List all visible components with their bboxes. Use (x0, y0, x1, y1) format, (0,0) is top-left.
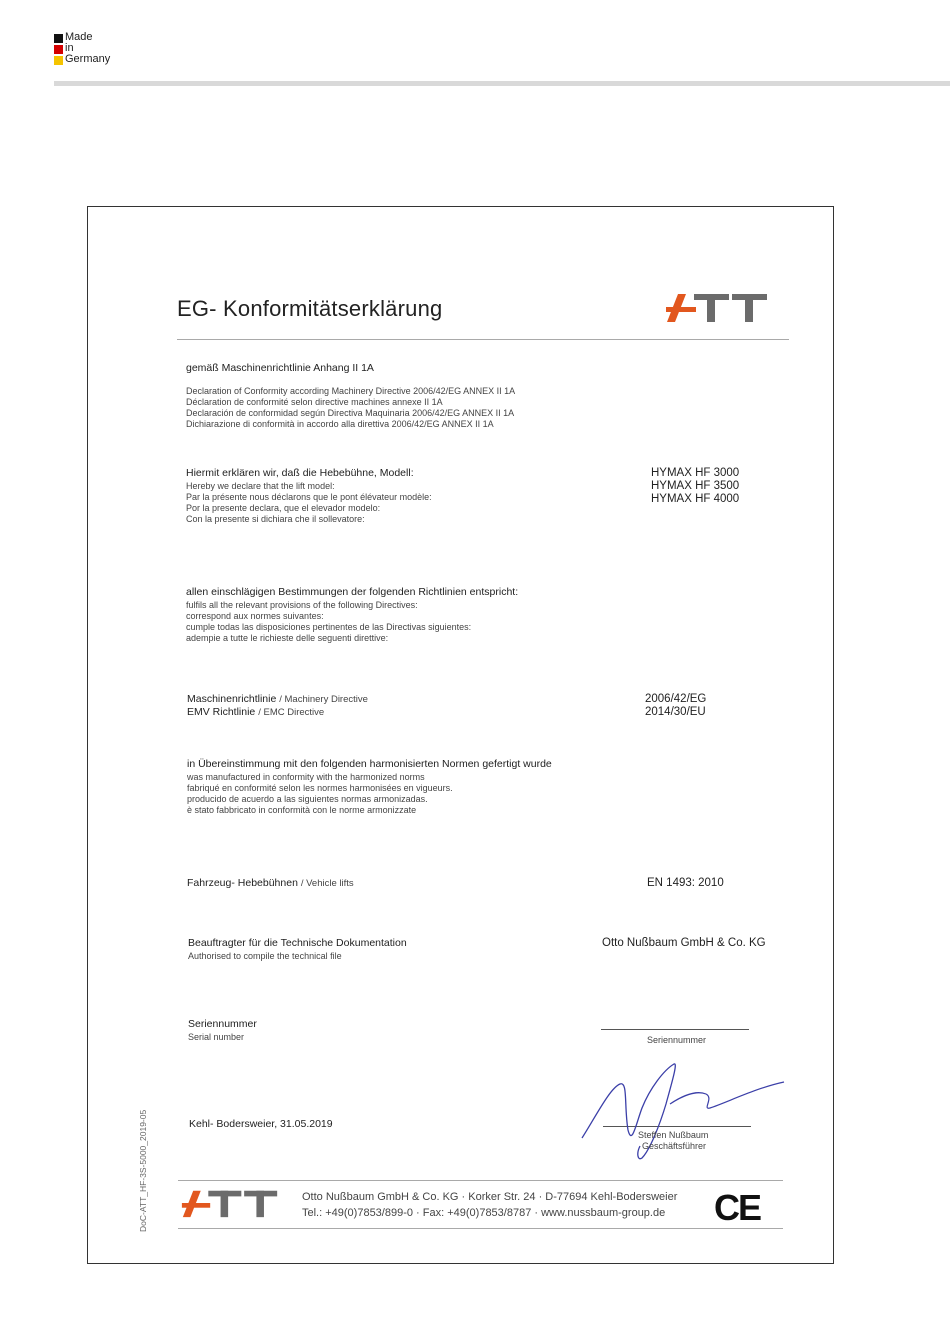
ce-mark-icon: CE (714, 1187, 761, 1228)
signatory-role: Geschäftsführer (642, 1141, 707, 1151)
declare-line: Par la présente nous déclarons que le pont élévateur modèle: (186, 492, 432, 502)
document-title: EG- Konformitätserklärung (177, 296, 443, 321)
directive-value: 2006/42/EG (645, 693, 707, 705)
place-date: Kehl- Bodersweier, 31.05.2019 (189, 1118, 333, 1130)
directive-value: 2014/30/EU (645, 706, 706, 718)
harmonized-line: producido de acuerdo a las siguientes normas armonizadas. (187, 794, 428, 804)
directive-row (187, 707, 324, 719)
footer-bottom-divider (178, 1228, 783, 1229)
provisions-heading: allen einschlägigen Bestimmungen der folgenden Richtlinien entspricht: (186, 586, 519, 598)
model-item: HYMAX HF 4000 (651, 493, 740, 505)
serial-label: Seriennummer (188, 1018, 257, 1030)
att-logo (664, 290, 770, 324)
serial-line (601, 1029, 749, 1030)
made-in-line-1: Made (65, 31, 93, 43)
technical-label: Beauftragter für die Technische Dokumentation (188, 937, 407, 949)
technical-sub: Authorised to compile the technical file (188, 951, 342, 961)
serial-sub: Serial number (188, 1032, 245, 1042)
footer-top-divider (178, 1180, 783, 1181)
provisions-line: adempie a tutte le richieste delle seguenti direttive: (186, 633, 389, 643)
harmonized-heading: in Übereinstimmung mit den folgenden harmonisierten Normen gefertigt wurde (187, 758, 552, 770)
technical-value: Otto Nußbaum GmbH & Co. KG (602, 937, 766, 949)
made-in-line-3: Germany (65, 53, 111, 65)
standard-row (187, 878, 354, 890)
directive-row (187, 694, 368, 706)
directive-label: EMV Richtlinie (187, 706, 256, 718)
standard-label: Fahrzeug- Hebebühnen (187, 877, 298, 889)
att-footer-logo (180, 1186, 280, 1220)
standard-value: EN 1493: 2010 (647, 877, 724, 889)
made-in-germany-label (65, 32, 110, 65)
declare-line: Por la presente declara, que el elevador modelo: (186, 503, 381, 513)
signatory-name: Steffen Nußbaum (638, 1130, 709, 1140)
german-flag-icon (54, 34, 63, 67)
directive-sub: / Machinery Directive (279, 694, 368, 705)
intro-line: Declaración de conformidad según Directiva Maquinaria 2006/42/EG ANNEX II 1A (186, 408, 515, 418)
provisions-line: cumple todas las disposiciones pertinentes de las Directivas siguientes: (186, 622, 472, 632)
serial-right-label: Seriennummer (647, 1035, 707, 1045)
standard-sub: / Vehicle lifts (300, 878, 354, 889)
harmonized-line: fabriqué en conformité selon les normes harmonisées en vigueurs. (187, 783, 453, 793)
declare-line: Con la presente si dichiara che il sollevatore: (186, 514, 365, 524)
model-item: HYMAX HF 3500 (651, 480, 740, 492)
harmonized-translations (187, 772, 453, 816)
made-in-line-2: in (65, 42, 74, 54)
declare-translations (186, 481, 432, 525)
directive-sub: / EMC Directive (258, 707, 325, 718)
declare-heading: Hiermit erklären wir, daß die Hebebühne, Modell: (186, 467, 414, 479)
provisions-line: correspond aux normes suivantes: (186, 611, 324, 621)
intro-line: Déclaration de conformité selon directive machines annexe II 1A (186, 397, 443, 407)
provisions-line: fulfils all the relevant provisions of the following Directives: (186, 600, 418, 610)
harmonized-line: è stato fabbricato in conformità con le norme armonizzate (187, 805, 417, 815)
intro-heading: gemäß Maschinenrichtlinie Anhang II 1A (186, 362, 374, 374)
directive-label: Maschinenrichtlinie (187, 693, 277, 705)
intro-translations (186, 386, 515, 430)
model-list (651, 467, 739, 506)
title-divider (177, 339, 789, 340)
harmonized-line: was manufactured in conformity with the harmonized norms (187, 772, 425, 782)
header-divider (54, 81, 950, 86)
footer-address: Otto Nußbaum GmbH & Co. KG · Korker Str. 24 · D-77694 Kehl-Bodersweier (302, 1191, 678, 1203)
intro-line: Declaration of Conformity according Machinery Directive 2006/42/EG ANNEX II 1A (186, 386, 516, 396)
footer-contact: Tel.: +49(0)7853/899-0 · Fax: +49(0)7853/8787 · www.nussbaum-group.de (302, 1207, 666, 1219)
document-code: DoC-ATT_HF-3S-5000_2019-05 (138, 1109, 148, 1232)
provisions-translations (186, 600, 471, 644)
declare-line: Hereby we declare that the lift model: (186, 481, 335, 491)
intro-line: Dichiarazione di conformità in accordo alla direttiva 2006/42/EG ANNEX II 1A (186, 419, 494, 429)
model-item: HYMAX HF 3000 (651, 467, 740, 479)
